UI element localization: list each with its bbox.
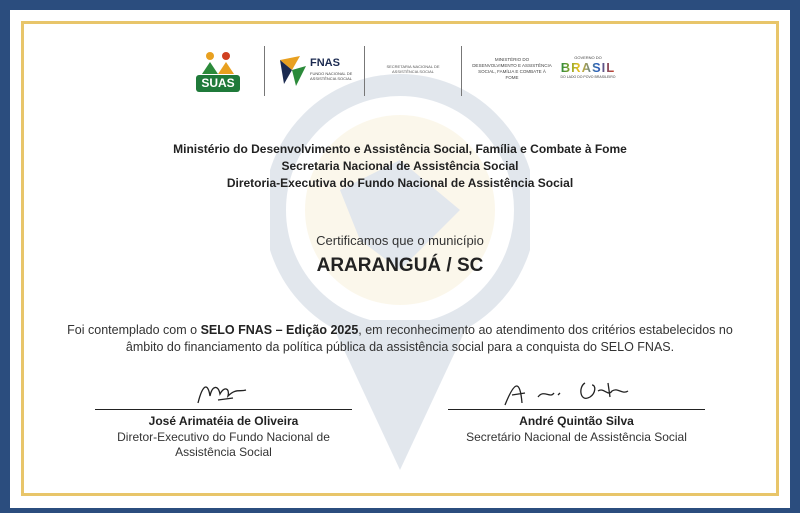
fnas-mark-icon xyxy=(278,54,308,88)
signature-1-role: Diretor-Executivo do Fundo Nacional de Assistência Social xyxy=(117,430,330,459)
fnas-logo-subtitle: FUNDO NACIONAL DE ASSISTÊNCIA SOCIAL xyxy=(310,71,353,81)
logo-divider xyxy=(461,46,462,96)
secretaria-logo-text: SECRETARIA NACIONAL DE ASSISTÊNCIA SOCIAL xyxy=(386,64,440,74)
fnas-logo xyxy=(278,54,353,88)
logo-divider xyxy=(264,46,265,96)
fnas-logo-text: FNAS xyxy=(310,57,340,69)
signature-2-icon xyxy=(500,375,650,409)
signature-1-name: José Arimatéia de Oliveira xyxy=(148,414,299,428)
signature-2-name: André Quintão Silva xyxy=(519,414,634,428)
signature-1-icon xyxy=(188,378,258,408)
governo-brasil-word xyxy=(558,60,618,75)
suas-logo xyxy=(196,50,240,92)
governo-top-text: GOVERNO DO xyxy=(574,55,602,60)
brasil-text: BRASIL xyxy=(560,60,616,75)
signature-line-1 xyxy=(95,409,352,410)
body-paragraph xyxy=(55,322,745,356)
header-secretaria: Secretaria Nacional de Assistência Social xyxy=(281,159,519,173)
body-bold: SELO FNAS – Edição 2025 xyxy=(200,323,359,337)
governo-brasil-logo xyxy=(558,55,618,83)
header-ministerio: Ministério do Desenvolvimento e Assistência Social, Família e Combate à Fome xyxy=(173,142,627,156)
body-pre: Foi contemplado com o xyxy=(67,323,201,337)
city-name: ARARANGUÁ / SC xyxy=(316,255,484,276)
suas-people-icon xyxy=(196,50,240,76)
certify-text: Certificamos que o município xyxy=(316,233,484,248)
signature-line-2 xyxy=(448,409,705,410)
signature-2-role: Secretário Nacional de Assistência Social xyxy=(466,430,687,444)
body-post: , em reconhecimento ao atendimento dos critérios estabelecidos no âmbito do financiamento da política pública da assistência social para a conquista do SELO FNAS. xyxy=(125,323,733,354)
suas-logo-text: SUAS xyxy=(196,75,240,92)
logo-divider xyxy=(364,46,365,96)
header-diretoria: Diretoria-Executiva do Fundo Nacional de Assistência Social xyxy=(226,176,574,190)
ministerio-logo-text: MINISTÉRIO DO DESENVOLVIMENTO E ASSISTÊNCIA SOCIAL, FAMÍLIA E COMBATE À FOME xyxy=(472,57,552,80)
governo-bottom-text: DO LADO DO POVO BRASILEIRO xyxy=(560,75,616,79)
